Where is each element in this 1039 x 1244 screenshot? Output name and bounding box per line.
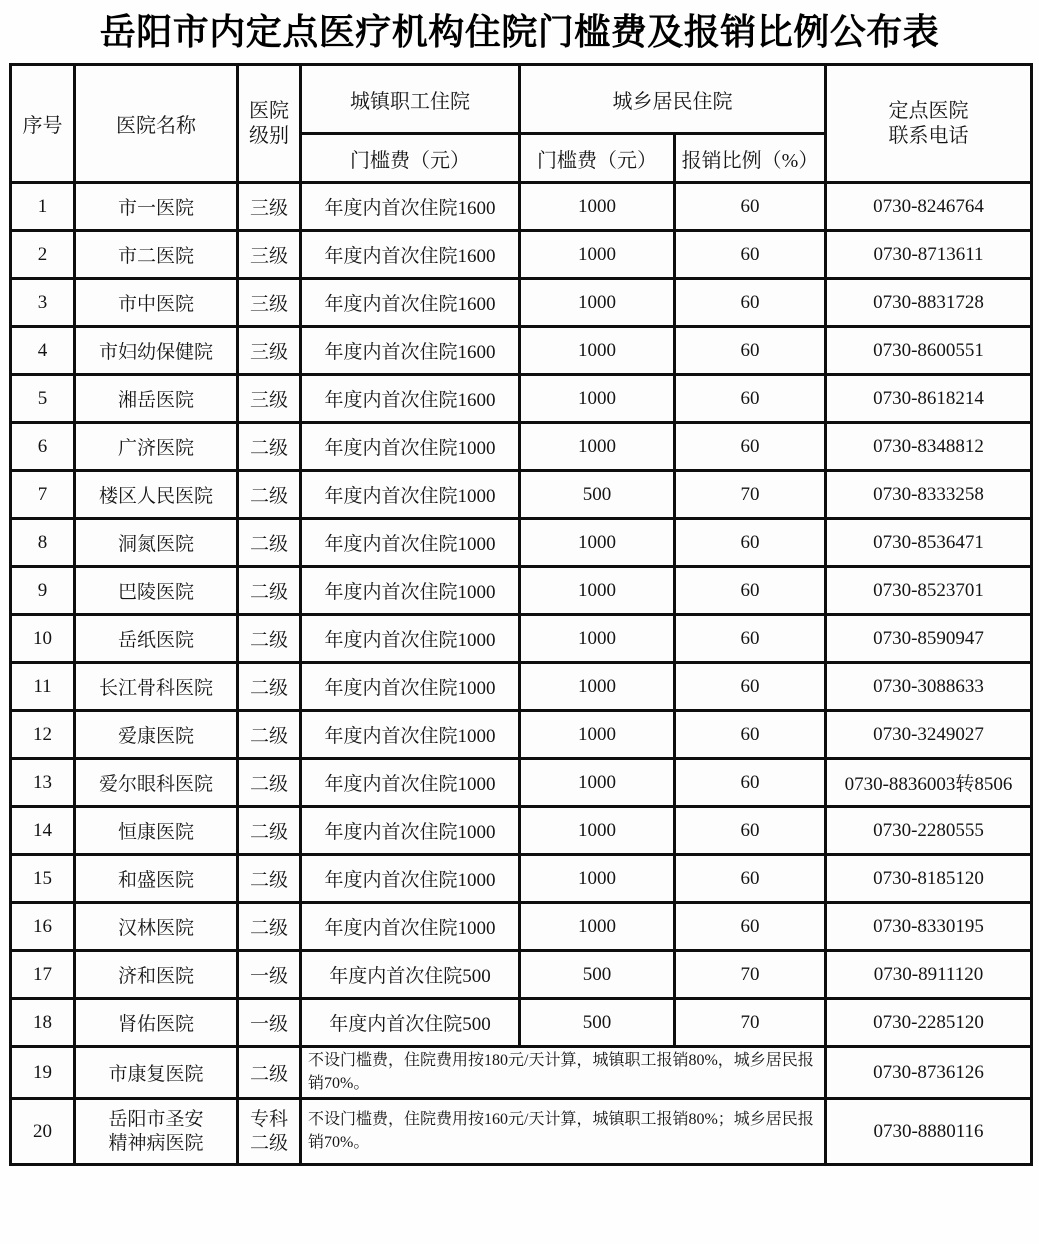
hospital-name-cell: 岳纸医院 [75, 615, 238, 663]
resident-fee-cell: 1000 [520, 183, 675, 231]
level-cell: 二级 [238, 471, 301, 519]
resident-fee-cell: 1000 [520, 375, 675, 423]
resident-fee-cell: 1000 [520, 567, 675, 615]
resident-fee-cell: 1000 [520, 759, 675, 807]
worker-fee-cell: 年度内首次住院1000 [301, 759, 520, 807]
table-row [11, 711, 1032, 759]
seq-cell: 6 [11, 423, 75, 471]
worker-fee-cell: 年度内首次住院1000 [301, 423, 520, 471]
phone-cell: 0730-8348812 [826, 423, 1032, 471]
hospital-name-cell: 市二医院 [75, 231, 238, 279]
level-cell: 二级 [238, 1047, 301, 1099]
resident-fee-cell: 1000 [520, 903, 675, 951]
level-cell: 二级 [238, 711, 301, 759]
hospital-name-cell: 市一医院 [75, 183, 238, 231]
hospital-name-cell: 恒康医院 [75, 807, 238, 855]
worker-fee-cell: 年度内首次住院1000 [301, 903, 520, 951]
seq-cell: 18 [11, 999, 75, 1047]
seq-cell: 4 [11, 327, 75, 375]
table-row-note [11, 1047, 1032, 1099]
resident-fee-cell: 1000 [520, 519, 675, 567]
resident-fee-cell: 1000 [520, 615, 675, 663]
resident-fee-cell: 1000 [520, 807, 675, 855]
worker-fee-cell: 年度内首次住院500 [301, 999, 520, 1047]
phone-cell: 0730-2285120 [826, 999, 1032, 1047]
ratio-cell: 70 [675, 471, 826, 519]
ratio-cell: 60 [675, 519, 826, 567]
hospital-name-cell: 汉林医院 [75, 903, 238, 951]
worker-fee-cell: 年度内首次住院1600 [301, 231, 520, 279]
table-row [11, 903, 1032, 951]
header-worker-group: 城镇职工住院 [301, 65, 520, 134]
hospital-name-cell: 楼区人民医院 [75, 471, 238, 519]
phone-cell: 0730-2280555 [826, 807, 1032, 855]
phone-cell: 0730-8185120 [826, 855, 1032, 903]
table-row [11, 375, 1032, 423]
seq-cell: 11 [11, 663, 75, 711]
worker-fee-cell: 年度内首次住院1600 [301, 375, 520, 423]
hospital-name-line2: 精神病医院 [108, 1132, 204, 1154]
hospital-name-line1: 岳阳市圣安 [108, 1108, 204, 1130]
ratio-cell: 60 [675, 855, 826, 903]
table-row [11, 999, 1032, 1047]
worker-fee-cell: 年度内首次住院1000 [301, 519, 520, 567]
ratio-cell: 60 [675, 327, 826, 375]
seq-cell: 20 [11, 1099, 75, 1165]
ratio-cell: 60 [675, 903, 826, 951]
table-row [11, 567, 1032, 615]
phone-cell: 0730-8618214 [826, 375, 1032, 423]
resident-fee-cell: 1000 [520, 423, 675, 471]
table-row [11, 231, 1032, 279]
ratio-cell: 60 [675, 807, 826, 855]
table-row [11, 327, 1032, 375]
worker-fee-cell: 年度内首次住院1000 [301, 615, 520, 663]
resident-fee-cell: 1000 [520, 663, 675, 711]
level-cell: 一级 [238, 951, 301, 999]
level-cell: 二级 [238, 423, 301, 471]
policy-note-cell: 不设门槛费，住院费用按160元/天计算，城镇职工报销80%；城乡居民报销70%。 [301, 1099, 826, 1165]
phone-cell: 0730-8600551 [826, 327, 1032, 375]
table-row [11, 663, 1032, 711]
hospital-name-cell: 广济医院 [75, 423, 238, 471]
header-hospital-level-line2: 级别 [249, 124, 289, 147]
hospital-name-cell: 和盛医院 [75, 855, 238, 903]
level-cell: 二级 [238, 759, 301, 807]
seq-cell: 1 [11, 183, 75, 231]
ratio-cell: 60 [675, 231, 826, 279]
page-title: 岳阳市内定点医疗机构住院门槛费及报销比例公布表 [99, 12, 940, 53]
ratio-cell: 60 [675, 183, 826, 231]
level-cell: 三级 [238, 279, 301, 327]
resident-fee-cell: 1000 [520, 855, 675, 903]
table-row [11, 183, 1032, 231]
seq-cell: 17 [11, 951, 75, 999]
level-line1: 专科 [249, 1108, 288, 1130]
level-cell: 二级 [238, 807, 301, 855]
phone-cell: 0730-8880116 [826, 1099, 1032, 1165]
table-row [11, 807, 1032, 855]
header-resident-ratio: 报销比例（%） [675, 134, 826, 183]
hospital-name-cell: 市中医院 [75, 279, 238, 327]
level-cell: 二级 [238, 855, 301, 903]
ratio-cell: 60 [675, 375, 826, 423]
table-row [11, 951, 1032, 999]
seq-cell: 9 [11, 567, 75, 615]
worker-fee-cell: 年度内首次住院1000 [301, 855, 520, 903]
ratio-cell: 70 [675, 999, 826, 1047]
header-row-groups [11, 65, 1032, 134]
worker-fee-cell: 年度内首次住院1000 [301, 711, 520, 759]
seq-cell: 10 [11, 615, 75, 663]
level-cell: 二级 [238, 567, 301, 615]
ratio-cell: 60 [675, 279, 826, 327]
header-phone [826, 65, 1032, 183]
level-cell: 一级 [238, 999, 301, 1047]
worker-fee-cell: 年度内首次住院1600 [301, 327, 520, 375]
table-row-note [11, 1099, 1032, 1165]
level-cell [238, 1099, 301, 1165]
header-seq: 序号 [11, 65, 75, 183]
level-cell: 二级 [238, 615, 301, 663]
hospital-name-cell: 肾佑医院 [75, 999, 238, 1047]
level-cell: 三级 [238, 183, 301, 231]
phone-cell: 0730-8911120 [826, 951, 1032, 999]
ratio-cell: 60 [675, 423, 826, 471]
table-row [11, 519, 1032, 567]
hospital-name-cell: 济和医院 [75, 951, 238, 999]
resident-fee-cell: 500 [520, 951, 675, 999]
worker-fee-cell: 年度内首次住院1000 [301, 567, 520, 615]
hospital-name-cell: 湘岳医院 [75, 375, 238, 423]
hospital-name-cell: 爱尔眼科医院 [75, 759, 238, 807]
ratio-cell: 60 [675, 663, 826, 711]
phone-cell: 0730-8736126 [826, 1047, 1032, 1099]
level-line2: 二级 [249, 1132, 288, 1154]
ratio-cell: 60 [675, 759, 826, 807]
hospital-name-cell: 市康复医院 [75, 1047, 238, 1099]
worker-fee-cell: 年度内首次住院1000 [301, 663, 520, 711]
seq-cell: 12 [11, 711, 75, 759]
table-row [11, 855, 1032, 903]
level-cell: 二级 [238, 663, 301, 711]
header-worker-fee: 门槛费（元） [301, 134, 520, 183]
policy-note-cell: 不设门槛费，住院费用按180元/天计算，城镇职工报销80%，城乡居民报销70%。 [301, 1047, 826, 1099]
header-phone-line1: 定点医院 [888, 99, 969, 122]
worker-fee-cell: 年度内首次住院1000 [301, 807, 520, 855]
phone-cell: 0730-8246764 [826, 183, 1032, 231]
resident-fee-cell: 500 [520, 999, 675, 1047]
hospital-name-cell [75, 1099, 238, 1165]
phone-cell: 0730-8333258 [826, 471, 1032, 519]
hospital-name-cell: 爱康医院 [75, 711, 238, 759]
ratio-cell: 70 [675, 951, 826, 999]
table-row [11, 423, 1032, 471]
header-hospital-name: 医院名称 [75, 65, 238, 183]
worker-fee-cell: 年度内首次住院500 [301, 951, 520, 999]
phone-cell: 0730-8713611 [826, 231, 1032, 279]
table-row [11, 759, 1032, 807]
header-hospital-level-line1: 医院 [249, 99, 289, 122]
seq-cell: 2 [11, 231, 75, 279]
header-resident-group: 城乡居民住院 [520, 65, 826, 134]
phone-cell: 0730-8330195 [826, 903, 1032, 951]
hospital-name-cell: 巴陵医院 [75, 567, 238, 615]
seq-cell: 15 [11, 855, 75, 903]
resident-fee-cell: 1000 [520, 711, 675, 759]
header-hospital-level [238, 65, 301, 183]
hospital-name-cell: 洞氮医院 [75, 519, 238, 567]
phone-cell: 0730-8831728 [826, 279, 1032, 327]
seq-cell: 14 [11, 807, 75, 855]
level-cell: 二级 [238, 903, 301, 951]
hospital-name-cell: 长江骨科医院 [75, 663, 238, 711]
level-cell: 二级 [238, 519, 301, 567]
seq-cell: 8 [11, 519, 75, 567]
resident-fee-cell: 500 [520, 471, 675, 519]
phone-cell: 0730-3088633 [826, 663, 1032, 711]
phone-cell: 0730-8590947 [826, 615, 1032, 663]
level-cell: 三级 [238, 327, 301, 375]
table-row [11, 471, 1032, 519]
table-row [11, 615, 1032, 663]
phone-cell: 0730-8836003转8506 [826, 759, 1032, 807]
ratio-cell: 60 [675, 567, 826, 615]
header-resident-fee: 门槛费（元） [520, 134, 675, 183]
phone-cell: 0730-8523701 [826, 567, 1032, 615]
resident-fee-cell: 1000 [520, 327, 675, 375]
resident-fee-cell: 1000 [520, 279, 675, 327]
table-row [11, 279, 1032, 327]
seq-cell: 5 [11, 375, 75, 423]
seq-cell: 3 [11, 279, 75, 327]
worker-fee-cell: 年度内首次住院1600 [301, 279, 520, 327]
phone-cell: 0730-3249027 [826, 711, 1032, 759]
hospital-fee-table [9, 63, 1033, 1166]
ratio-cell: 60 [675, 615, 826, 663]
worker-fee-cell: 年度内首次住院1000 [301, 471, 520, 519]
header-phone-line2: 联系电话 [888, 124, 969, 147]
hospital-name-cell: 市妇幼保健院 [75, 327, 238, 375]
worker-fee-cell: 年度内首次住院1600 [301, 183, 520, 231]
resident-fee-cell: 1000 [520, 231, 675, 279]
level-cell: 三级 [238, 231, 301, 279]
seq-cell: 7 [11, 471, 75, 519]
phone-cell: 0730-8536471 [826, 519, 1032, 567]
seq-cell: 19 [11, 1047, 75, 1099]
seq-cell: 13 [11, 759, 75, 807]
level-cell: 三级 [238, 375, 301, 423]
seq-cell: 16 [11, 903, 75, 951]
ratio-cell: 60 [675, 711, 826, 759]
